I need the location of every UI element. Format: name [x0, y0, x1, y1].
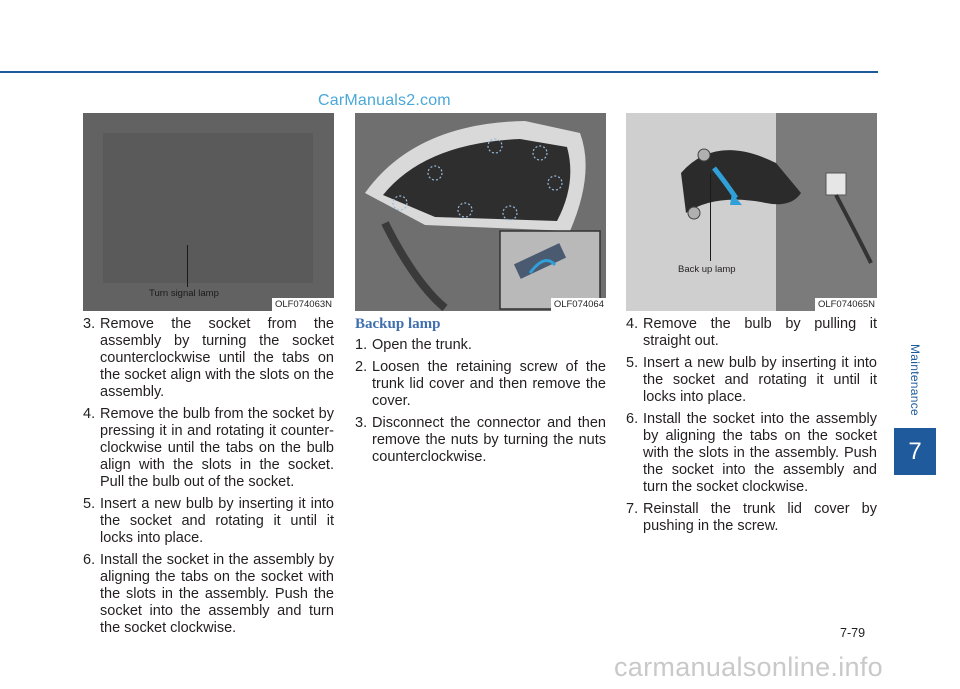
step-item [626, 501, 877, 535]
step-number: 3. [83, 316, 96, 332]
step-number: 4. [83, 406, 96, 422]
page-number: 7-79 [840, 626, 866, 640]
figure-back-up-lamp [626, 113, 877, 311]
column-backup-lamp-steps-continued [626, 316, 877, 540]
watermark-top[interactable]: CarManuals2.com [318, 92, 451, 109]
step-list [355, 337, 606, 466]
step-text: Install the socket in the assembly by aligning the tabs on the socket with the slots in the assembly. Push the socket into the assembly and turn the socket clockwise. [100, 552, 334, 636]
step-number: 5. [626, 355, 639, 371]
step-text: Insert a new bulb by inserting it into the socket and rotating it until it locks into place. [643, 355, 877, 405]
step-text: Insert a new bulb by inserting it into the socket and rotating it until it locks into place. [100, 496, 334, 546]
figure-code: OLF074063N [272, 298, 334, 311]
step-item [83, 496, 334, 547]
step-number: 5. [83, 496, 96, 512]
step-number: 6. [83, 552, 96, 568]
step-item [355, 337, 606, 354]
label-leader-line [187, 245, 188, 287]
figure-code: OLF074065N [815, 298, 877, 311]
step-text: Reinstall the trunk lid cover by pushing in the screw. [643, 501, 877, 534]
step-text: Install the socket into the assembly by aligning the tabs on the socket with the slots in the assembly. Push the socket into the assembly and turn the socket clockwise. [643, 411, 877, 495]
step-list [83, 316, 334, 637]
step-number: 1. [355, 337, 368, 353]
chapter-side-label [905, 340, 925, 420]
step-list [626, 316, 877, 535]
chapter-tab: 7 [894, 428, 936, 475]
step-item [83, 406, 334, 491]
chapter-name: Maintenance [908, 343, 922, 417]
step-item [355, 359, 606, 410]
trunk-lid-illustration [355, 113, 606, 311]
step-text: Loosen the retaining screw of the trunk lid cover and then remove the cover. [372, 359, 606, 409]
step-text: Remove the socket from the assembly by turning the socket counterclockwise until the tabs on the socket align with the slots on the assembly. [100, 316, 334, 400]
step-text: Disconnect the connector and then remove the nuts by turning the nuts counterclockwise. [372, 415, 606, 465]
turn-signal-lamp-label: Turn signal lamp [149, 288, 219, 299]
back-up-lamp-illustration [626, 113, 877, 311]
step-item [626, 355, 877, 406]
step-number: 2. [355, 359, 368, 375]
step-item [83, 552, 334, 637]
figure-code: OLF074064 [551, 298, 606, 311]
step-item [626, 316, 877, 350]
step-item [355, 415, 606, 466]
figure-turn-signal-lamp [83, 113, 334, 311]
figure-trunk-lid [355, 113, 606, 311]
back-up-lamp-label: Back up lamp [678, 264, 736, 275]
column-turn-signal-steps [83, 316, 334, 642]
step-number: 3. [355, 415, 368, 431]
watermark-bottom[interactable]: carmanualsonline.info [614, 652, 883, 682]
section-title: Backup lamp [355, 316, 441, 332]
step-number: 7. [626, 501, 639, 517]
step-text: Remove the bulb by pulling it straight out. [643, 316, 877, 349]
header-rule [0, 71, 878, 73]
step-number: 4. [626, 316, 639, 332]
step-number: 6. [626, 411, 639, 427]
step-text: Remove the bulb from the socket by pressing it in and rotating it counter-clockwise until the tabs on the bulb align with the slots in the socket. Pull the bulb out of the socket. [100, 406, 334, 490]
column-backup-lamp-steps [355, 316, 606, 471]
step-item [626, 411, 877, 496]
step-item [83, 316, 334, 401]
turn-signal-lamp-illustration [83, 113, 334, 311]
step-text: Open the trunk. [372, 337, 472, 353]
label-leader-line [710, 173, 711, 261]
